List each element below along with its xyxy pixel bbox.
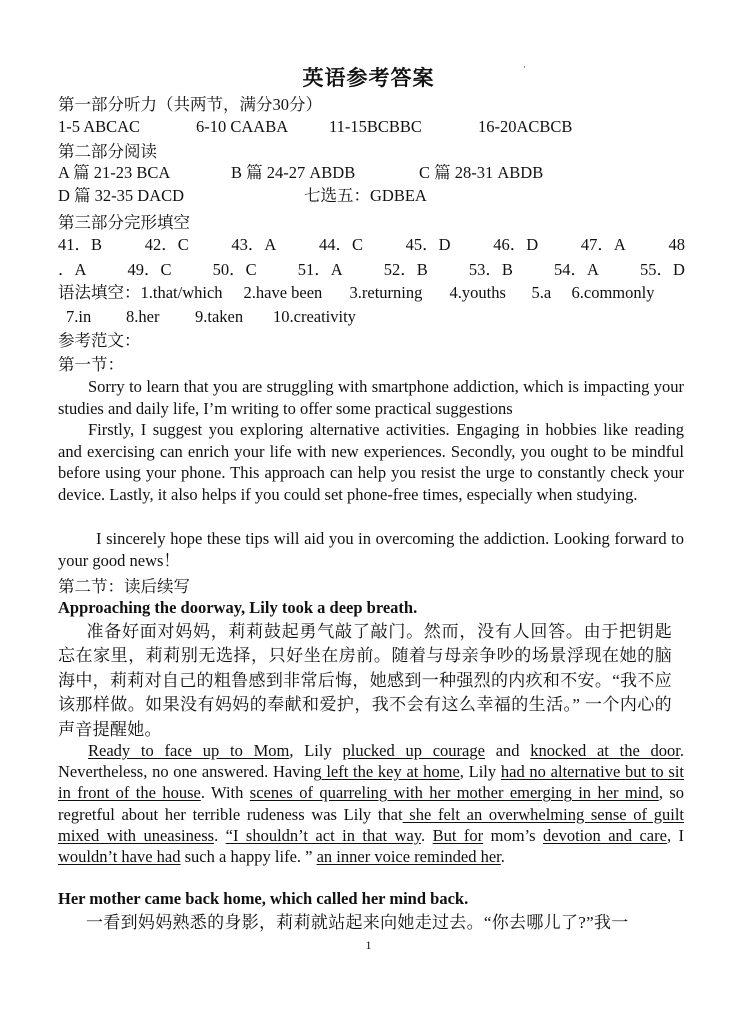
answer-group: C 篇 28-31 ABDB xyxy=(419,163,544,182)
grammar-answer: 5.a xyxy=(531,283,552,302)
part2-heading: 第二部分阅读 xyxy=(58,142,157,161)
text-run: , so regretful about her terrible rudeness was Lily that xyxy=(58,783,684,824)
underlined-phrase: “I shouldn’t act in that way xyxy=(225,825,422,845)
answer-group: 1-5 ABCAC xyxy=(58,117,141,136)
chinese-paragraph-2 xyxy=(58,911,672,935)
paragraph-text: 一看到妈妈熟悉的身影，莉莉就站起来向她走过去。“你去哪儿了?”我一 xyxy=(86,913,629,932)
part2-row1 xyxy=(58,162,543,184)
grammar-label: 语法填空： xyxy=(58,283,141,302)
part2-row2 xyxy=(58,185,427,207)
cloze-answer: ．A xyxy=(58,260,87,279)
cloze-answer: 54．A xyxy=(553,260,599,279)
section2-heading: 第二节：读后续写 xyxy=(58,577,190,596)
grammar-answer: 2.have been xyxy=(243,283,323,302)
paragraph-text: Firstly, I suggest you exploring alternative activities. Engaging in hobbies like reading and exercising can enrich your life with new experiences. Secondly, you ought to be mindful before using your phone. This approach can help you resist the urge to constantly check your device. Lastly, it also helps if you could set phone-free times, especially when studying. xyxy=(58,420,684,505)
underlined-phrase: Ready to face up to Mom xyxy=(88,741,290,760)
grammar-answer: 3.returning xyxy=(349,283,423,302)
cloze-answer: 48 xyxy=(668,235,685,254)
answer-group: B 篇 24-27 ABDB xyxy=(231,163,356,182)
text-run: . xyxy=(500,847,505,867)
answer-group: 七选五：GDBEA xyxy=(304,186,427,205)
cloze-answer: 55．D xyxy=(639,260,685,279)
section1-heading: 第一节： xyxy=(58,355,124,374)
grammar-row-1 xyxy=(58,282,654,304)
cloze-answer: 45．D xyxy=(405,235,451,254)
cloze-answer: 47．A xyxy=(580,235,626,254)
paragraph-text: Sorry to learn that you are struggling with smartphone addiction, which is impacting your studies and daily life, I’m writing to offer some practical suggestions xyxy=(58,377,684,418)
answer-group: D 篇 32-35 DACD xyxy=(58,186,185,205)
underlined-phrase: she felt an overwhelming sense of guilt mixed with uneasiness xyxy=(58,804,684,845)
grammar-answer: 1.that/which xyxy=(140,283,223,302)
essay-paragraph-3 xyxy=(58,528,684,571)
grammar-answer: 6.commonly xyxy=(571,283,655,302)
cloze-row-1 xyxy=(58,234,685,256)
cloze-answer: 43．A xyxy=(231,235,277,254)
grammar-answer: 7.in xyxy=(66,307,92,326)
text-run: and xyxy=(484,741,531,760)
grammar-answer: 8.her xyxy=(126,307,160,326)
cloze-answer: 42．C xyxy=(144,235,189,254)
page-number: 1 xyxy=(365,938,372,952)
cloze-answer: 50．C xyxy=(212,260,257,279)
cloze-answer: 44．C xyxy=(318,235,363,254)
answer-group: 11-15BCBBC xyxy=(329,117,422,136)
answer-group: A 篇 21-23 BCA xyxy=(58,163,171,182)
cloze-answer: 53．B xyxy=(468,260,513,279)
corner-mark: · xyxy=(523,62,526,72)
underlined-phrase: devotion and care xyxy=(543,825,667,845)
part1-answers xyxy=(58,116,572,138)
part1-heading: 第一部分听力（共两节，满分30分） xyxy=(58,95,322,114)
text-run: such a happy life. ” xyxy=(180,847,317,867)
text-run: mom’s xyxy=(483,825,543,845)
cloze-answer: 46．D xyxy=(493,235,539,254)
underlined-phrase: left the key at home xyxy=(321,762,460,782)
essay-paragraph-2 xyxy=(58,419,684,506)
text-run: . With xyxy=(200,783,250,803)
essay-heading: 参考范文： xyxy=(58,331,141,350)
grammar-answer: 9.taken xyxy=(195,307,244,326)
cloze-answer: 49．C xyxy=(127,260,172,279)
cloze-answer: 52．B xyxy=(383,260,428,279)
continuation-lead-2: Her mother came back home, which called her mind back. xyxy=(58,889,469,908)
text-run: . xyxy=(421,825,433,845)
underlined-phrase: wouldn’t have had xyxy=(58,847,181,867)
part3-heading: 第三部分完形填空 xyxy=(58,213,190,232)
grammar-answer: 10.creativity xyxy=(273,307,356,326)
cloze-answer: 51．A xyxy=(297,260,343,279)
underlined-phrase: an inner voice reminded her xyxy=(316,847,501,867)
page-title: 英语参考答案 xyxy=(302,66,435,90)
underlined-phrase: scenes of quarreling with her mother emerging in her mind xyxy=(249,783,659,803)
answer-group: 16-20ACBCB xyxy=(478,117,573,136)
cloze-row-2 xyxy=(58,259,685,281)
english-paragraph-1 xyxy=(58,740,684,867)
continuation-lead-1: Approaching the doorway, Lily took a deep breath. xyxy=(58,598,418,617)
text-run: . Nevertheless, no one answered. Having xyxy=(58,741,684,782)
underlined-phrase: had no alternative but to sit in front of the house xyxy=(58,762,684,803)
paragraph-text: I sincerely hope these tips will aid you in overcoming the addiction. Looking forward to your good news！ xyxy=(58,529,684,570)
chinese-paragraph-1 xyxy=(58,620,672,742)
paragraph-text: 准备好面对妈妈，莉莉鼓起勇气敲了敲门。然而，没有人回答。由于把钥匙忘在家里，莉莉别无选择，只好坐在房前。随着与母亲争吵的场景浮现在她的脑海中，莉莉对自己的粗鲁感到非常后悔，她感到一种强烈的内疚和不安。“我不应该那样做。如果没有妈妈的奉献和爱护，我不会有这么幸福的生活。” 一个内心的声音提醒她。 xyxy=(58,622,672,739)
underlined-phrase: knocked at the door xyxy=(530,741,680,760)
essay-paragraph-1 xyxy=(58,376,684,419)
text-run: , I xyxy=(666,825,685,845)
text-run: , Lily xyxy=(459,762,501,782)
cloze-answer: 41．B xyxy=(58,235,103,254)
underlined-phrase: plucked up courage xyxy=(342,741,485,760)
text-run: . xyxy=(214,825,226,845)
underlined-phrase: But for xyxy=(432,825,484,845)
text-run: , Lily xyxy=(289,741,343,760)
grammar-row-2 xyxy=(66,306,356,328)
answer-group: 6-10 CAABA xyxy=(196,117,289,136)
grammar-answer: 4.youths xyxy=(449,283,506,302)
